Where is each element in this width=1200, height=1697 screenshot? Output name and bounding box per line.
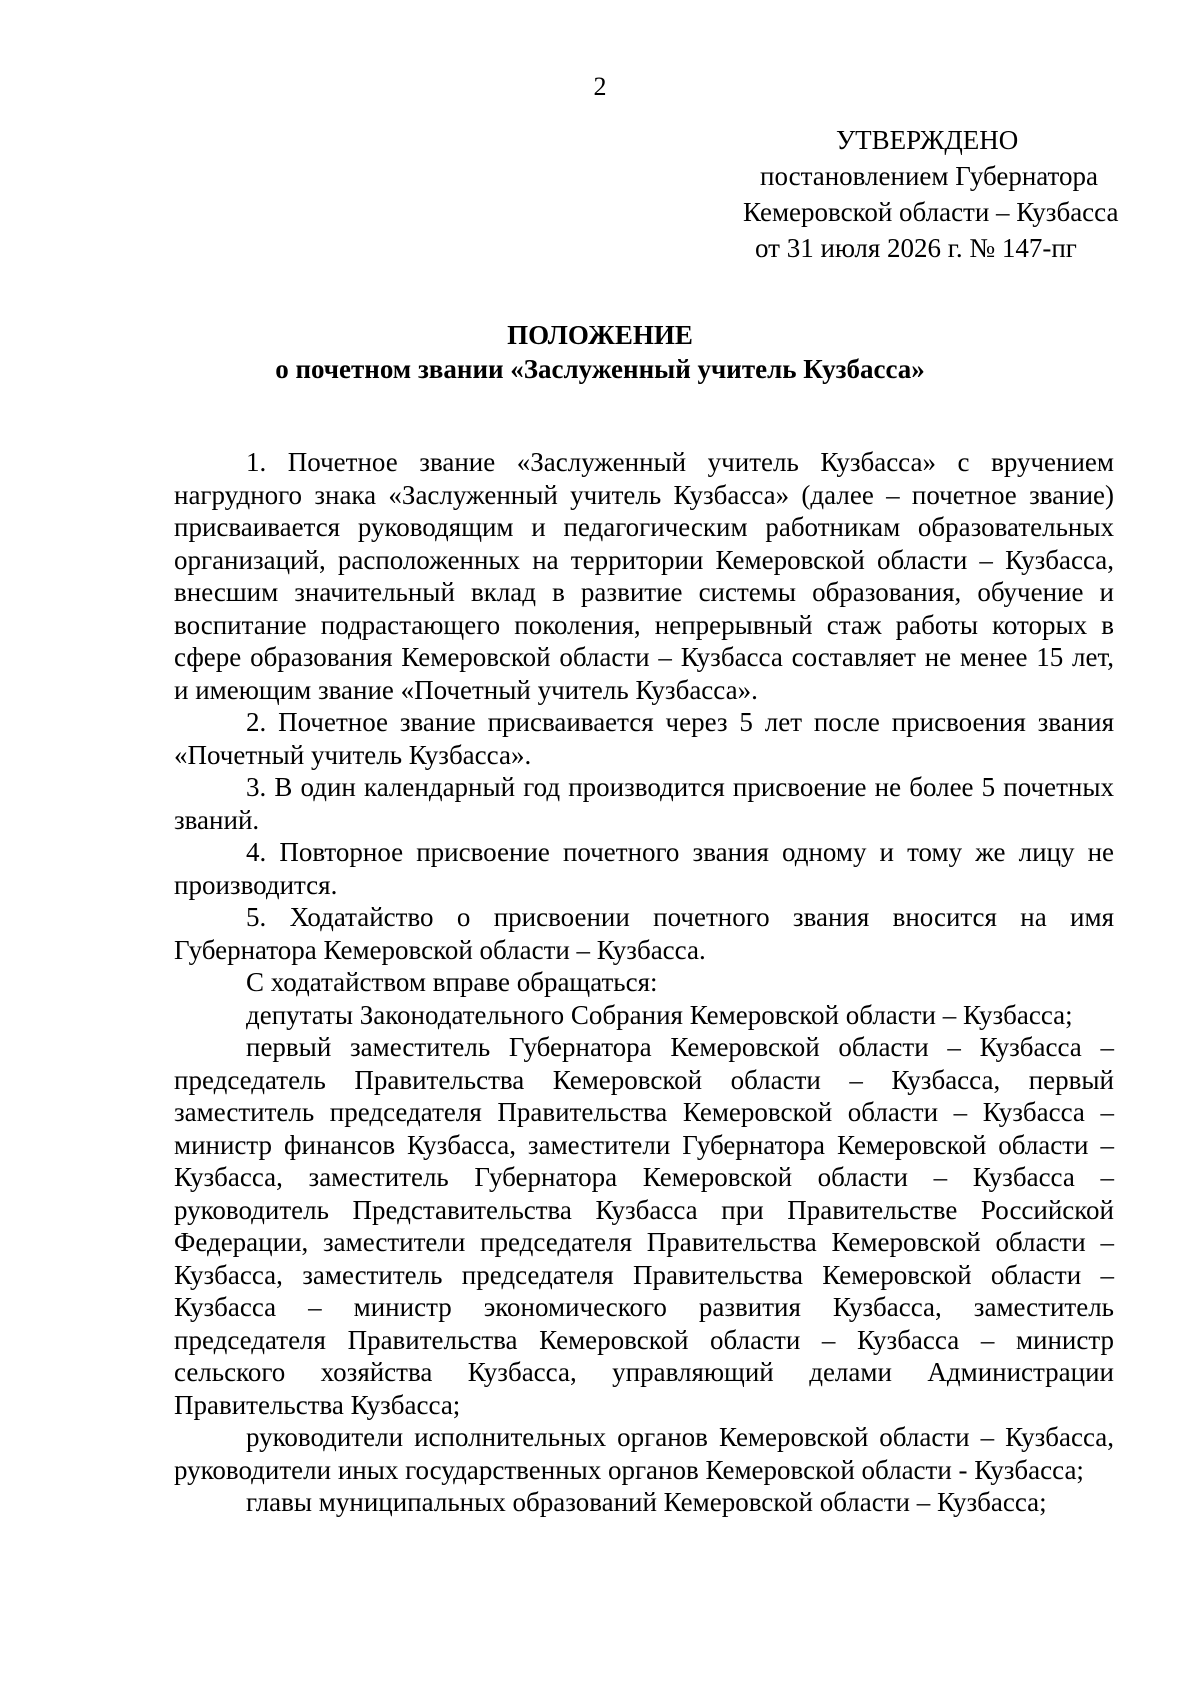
approval-line: Кемеровской области – Кузбасса [743,197,1119,227]
petition-intro: С ходатайством вправе обращаться: [246,967,658,997]
approval-stamp [650,122,1150,266]
document-title: ПОЛОЖЕНИЕ [507,320,693,350]
petitioner-item: руководители исполнительных органов Кемеровской области – Кузбасса, руководители иных государственных органов Кемеровской области - Кузбасса; [174,1422,1114,1485]
paragraph-4: 4. Повторное присвоение почетного звания одному и тому же лицу не производится. [174,837,1114,900]
approval-line: постановлением Губернатора [760,161,1098,191]
petitioner-item: депутаты Законодательного Собрания Кемеровской области – Кузбасса; [246,999,1073,1030]
document-subtitle: о почетном звании «Заслуженный учитель Кузбасса» [275,354,925,384]
approval-date-number: от 31 июля 2026 г. № 147-пг [755,233,1077,263]
approval-heading: УТВЕРЖДЕНО [836,125,1019,155]
page-number: 2 [593,72,607,101]
petitioner-item: главы муниципальных образований Кемеровской области – Кузбасса; [246,1487,1047,1517]
paragraph-2: 2. Почетное звание присваивается через 5 лет после присвоения звания «Почетный учитель Кузбасса». [174,707,1114,770]
petitioner-item: первый заместитель Губернатора Кемеровской области – Кузбасса – председатель Правительства Кемеровской области – Кузбасса, первый заместитель председателя Правительства Кемеровской области – Кузбасса – министр финансов Кузбасса, заместители Губернатора Кемеровской области – Кузбасса, заместитель Губернатора Кемеровской области – Кузбасса – руководитель Представительства Кузбасса при Правительстве Российской Федерации, заместители председателя Правительства Кемеровской области – Кузбасса, заместитель председателя Правительства Кемеровской области – Кузбасса – министр экономического развития Кузбасса, заместитель председателя Правительства Кемеровской области – Кузбасса – министр сельского хозяйства Кузбасса, управляющий делами Администрации Правительства Кузбасса; [174,1032,1114,1420]
paragraph-5: 5. Ходатайство о присвоении почетного звания вносится на имя Губернатора Кемеровской области – Кузбасса. [174,902,1114,965]
paragraph-1: 1. Почетное звание «Заслуженный учитель Кузбасса» с вручением нагрудного знака «Заслуженный учитель Кузбасса» (далее – почетное звание) присваивается руководящим и педагогическим работникам образовательных организаций, расположенных на территории Кемеровской области – Кузбасса, внесшим значительный вклад в развитие системы образования, обучение и воспитание подрастающего поколения, непрерывный стаж работы которых в сфере образования Кемеровской области – Кузбасса составляет не менее 15 лет, и имеющим звание «Почетный учитель Кузбасса». [174,447,1114,705]
paragraph-3: 3. В один календарный год производится присвоение не более 5 почетных званий. [174,772,1114,835]
document-body [174,446,1114,1519]
